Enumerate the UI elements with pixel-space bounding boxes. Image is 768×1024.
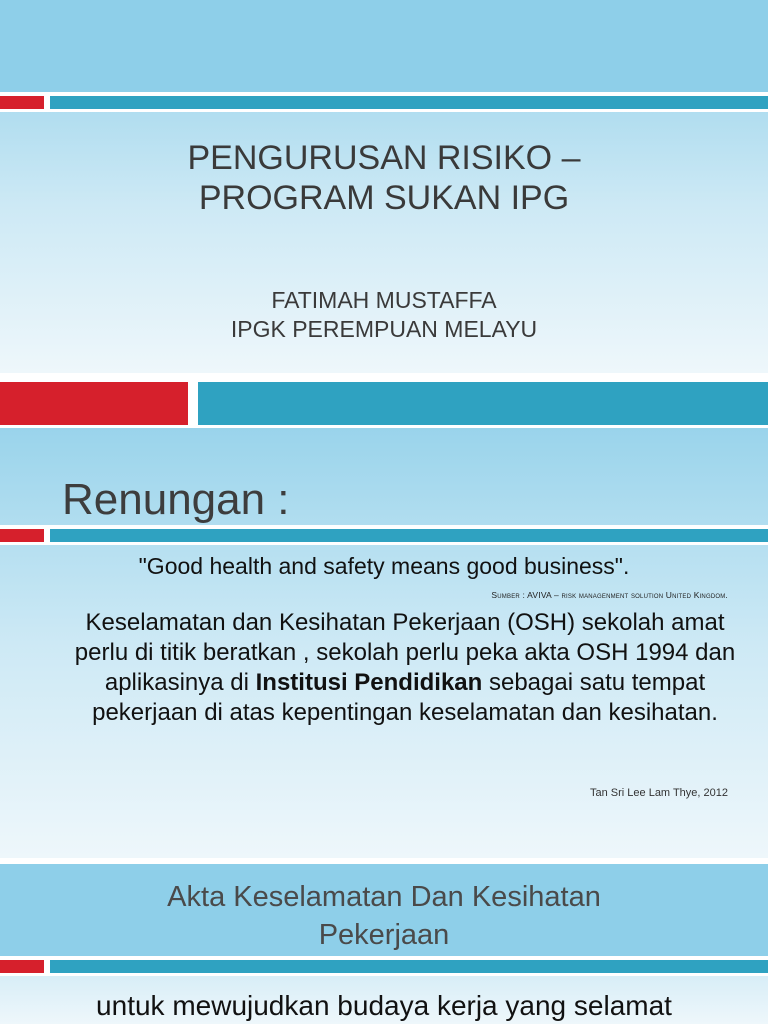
red-accent-bar: [0, 960, 44, 973]
quote-text: "Good health and safety means good business".: [138, 553, 630, 579]
paragraph-bold: Institusi Pendidikan: [255, 669, 483, 696]
slide-title: [0, 0, 768, 373]
blue-accent-bar: [50, 96, 768, 109]
author-name: FATIMAH MUSTAFFA: [271, 287, 497, 313]
title-line-2: PROGRAM SUKAN IPG: [198, 179, 570, 217]
title-line-1: PENGURUSAN RISIKO –: [187, 139, 581, 177]
renungan-heading: Renungan :: [62, 475, 290, 524]
institution-name: IPGK PEREMPUAN MELAYU: [230, 316, 538, 342]
slide-subtitle: [0, 286, 768, 344]
top-band: [0, 0, 768, 92]
paragraph-part-2: sebagai satu tempat pekerjaan di atas kepentingan keselamatan dan kesihatan.: [92, 669, 718, 726]
blue-accent-bar: [50, 529, 768, 542]
akta-title: [0, 878, 768, 954]
osh-paragraph: [70, 608, 740, 728]
akta-title-text: Akta Keselamatan Dan Kesihatan Pekerjaan: [167, 881, 601, 951]
red-accent-bar: [0, 382, 188, 425]
citation: Tan Sri Lee Lam Thye, 2012: [590, 787, 728, 799]
quote-source: Sumber : AVIVA – risk managenment solution United Kingdom.: [491, 590, 728, 600]
red-accent-bar: [0, 529, 44, 542]
slide-title-text: [0, 138, 768, 218]
paragraph-part-1: Keselamatan dan Kesihatan Pekerjaan (OSH) sekolah amat perlu di titik beratkan , sekolah perlu peka akta OSH 1994 dan aplikasinya di: [74, 609, 736, 696]
akta-body-text: untuk mewujudkan budaya kerja yang selamat: [96, 990, 672, 1021]
red-accent-bar: [0, 96, 44, 109]
blue-accent-bar: [198, 382, 768, 425]
blue-accent-bar: [50, 960, 768, 973]
